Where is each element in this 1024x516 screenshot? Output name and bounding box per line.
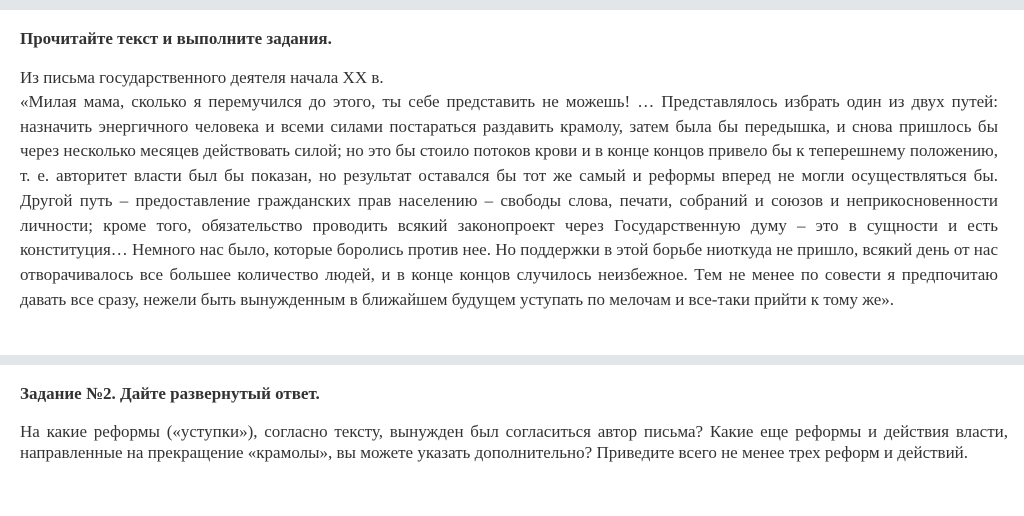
task-heading: Прочитайте текст и выполните задания.: [20, 29, 332, 48]
question-text: На какие реформы («уступки»), согласно тексту, вынужден был согласиться автор письма? Какие еще реформы и действия власти, направленные на прекращение «крамолы», вы можете указать дополнительно? Приведите всего не менее трех реформ и действий.: [20, 422, 1008, 462]
reading-task-panel: [0, 10, 1024, 355]
letter-quote: «Милая мама, сколько я перемучился до этого, ты себе представить не можешь! … Представлялось избрать один из двух путей: назначить энергичного человека и всеми силами постараться раздавить крамолу, затем была бы передышка, и снова пришлось бы через несколько месяцев действовать силой; но это бы стоило потоков крови и в конце концов привело бы к теперешнему положению, т. е. авторитет власти был бы показан, но результат оставался бы тот же самый и реформы вперед не могли осуществляться бы. Другой путь – предоставление гражданских прав населению – свободы слова, печати, собраний и союзов и неприкосновенности личности; кроме того, обязательство проводить всякий законопроект через Государственную думу – это в сущности и есть конституция… Немного нас было, которые боролись против нее. Но поддержки в этой борьбе ниоткуда не пришло, всякий день от нас отворачивалось все большее количество людей, и в конце концов случилось неизбежное. Тем не менее по совести я предпочитаю давать все сразу, нежели быть вынужденным в ближайшем будущем уступать по мелочам и все-таки прийти к тому же».: [20, 92, 998, 309]
top-strip: [0, 0, 1024, 10]
source-line: Из письма государственного деятеля начала XX в.: [20, 68, 384, 87]
section-divider: [0, 355, 1024, 365]
question-panel: [0, 365, 1024, 516]
question-heading: Задание №2. Дайте развернутый ответ.: [20, 384, 320, 403]
